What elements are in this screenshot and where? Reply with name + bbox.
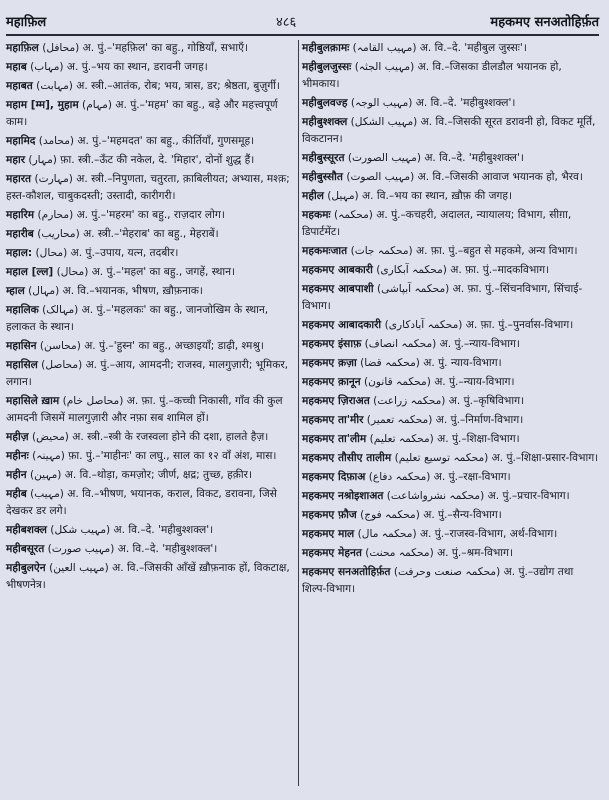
dictionary-entry [6,207,296,224]
headword: महकमए माल [302,528,355,540]
definition: (محکمہ تعمیر) अ. पुं.–निर्माण-विभाग। [366,414,524,426]
header-first-word: महाफ़िल [6,15,47,30]
headword: महकमए ता'लीम [302,433,367,445]
dictionary-entry [302,545,600,562]
definition: (محکمہ دفاع) अ. पुं.–रक्षा-विभाग। [368,471,511,483]
dictionary-entry [302,374,600,391]
dictionary-entry [6,448,296,465]
dictionary-entry [302,469,600,486]
definition: (مہیب الوجہ) अ. वि.–दे. 'महीबुश्शक्ल'। [350,97,516,109]
definition: (محکمہ زراعت) अ. पुं.–कृषिविभाग। [373,395,525,407]
headword: महीबशक्ल [6,524,47,536]
headword: महार [6,154,26,166]
headword: महालिक [6,304,39,316]
definition: (مہیب) अ. वि.–भीषण, भयानक, कराल, विकट, डरावना, जिसे देखकर डर लगे। [6,488,277,517]
definition: (محافل) अ. पुं.–'महफ़िल' का बहु., गोष्ठियाँ, सभाएँ। [42,42,248,54]
headword: महामिद [6,135,36,147]
dictionary-entry [6,152,296,169]
definition: (مہال) अ. वि.–भयानक, भीषण, ख़ौफ़नाक। [28,285,203,297]
definition: (مہیل) अ. वि.–भय का स्थान, ख़ौफ़ की जगह। [327,190,513,202]
definition: (مہینہ) फ़ा. पुं.–'माहीनः' का लघु., साल का १२ वाँ अंश, मास। [32,450,277,462]
headword: महकमए मेहनत [302,547,362,559]
headword: महीज़ [6,431,29,443]
dictionary-entry [302,262,600,279]
headword: महीबसूरत [6,543,45,555]
headword: महकमए क़ज़ा [302,357,357,369]
headword: महीबुस्सूरत [302,152,345,164]
definition: (محکمہ) अ. पुं.–कचहरी, अदालत, न्यायालय; विभाग, सीग़ा, डिपार्टमेंट। [302,209,572,238]
dictionary-entry [6,393,296,427]
dictionary-entry [6,486,296,520]
headword: महीनः [6,450,29,462]
definition: (محکمہ توسیع تعلیم) अ. पुं.–शिक्षा-प्रसार-विभाग। [394,452,599,464]
headword: महीबुलजुस्सः [302,61,352,73]
headword: महकमः [302,209,331,221]
definition: (مہارت) अ. स्त्री.–निपुणता, चतुरता, क़ाबिलीयत; अभ्यास, मश्क़; हस्त-कौशल, चाबुकदस्ती; उस्तादी, कारीगरी। [6,173,290,202]
dictionary-entry [6,97,296,131]
headword: महकमए दिफ़ाअ [302,471,366,483]
dictionary-entry [302,393,600,410]
definition: (محکمہ صنعت وحرفت) अ. पुं.–उद्योग तथा शिल्प-विभाग। [302,566,574,595]
definition: (مہیب القامہ) अ. वि.–दे. 'महीबुल जुस्सः'। [352,42,527,54]
definition: (مہیب العین) अ. वि.–जिसकी आँखें ख़ौफ़नाक हों, विकटाक्ष, भीषणनेत्र। [6,562,290,591]
dictionary-entry [6,59,296,76]
headword: महीबुश्शक्ल [302,116,348,128]
dictionary-entry [302,488,600,505]
dictionary-entry [302,431,600,448]
dictionary-entry [302,207,600,241]
definition: (محاریب) अ. स्त्री.–'मेहराब' का बहु., मेहराबें। [37,228,219,240]
dictionary-entry [6,302,296,336]
headword: महाल [ल्ल] [6,266,54,278]
dictionary-entry [6,226,296,243]
definition: (مہیب الصوت) अ. वि.–जिसकी आवाज भयानक हो, भैरव। [346,171,583,183]
headword: महीब [6,488,27,500]
headword: महकमए फ़ौज [302,509,357,521]
definition: (محکمہ جات) अ. फ़ा. पुं.–बहुत से महकमे, अन्य विभाग। [350,245,578,257]
dictionary-entry [6,78,296,95]
definition: (محاصل) अ. पुं.–आय, आमदनी; राजस्व, मालगुज़ारी; भूमिकर, लगान। [6,359,289,388]
dictionary-entry [302,40,600,57]
dictionary-entry [6,171,296,205]
right-column [302,40,600,792]
headword: महासिन [6,340,37,352]
headword: महाबत [6,80,33,92]
definition: (مہیب شکل) अ. वि.–दे. 'महीबुश्शक्ल'। [50,524,214,536]
definition: (محارم) अ. पुं.–'महरम' का बहु., राज़दार लोग। [37,209,225,221]
dictionary-entry [6,264,296,281]
dictionary-entry [302,114,600,148]
dictionary-entry [6,338,296,355]
headword: महकमःजात [302,245,348,257]
dictionary-entry [6,283,296,300]
column-divider [298,40,299,786]
definition: (محاصل خام) अ. फ़ा. पुं.–कच्ची निकासी, गाँव की कुल आमदनी जिसमें मालगुज़ारी और नफ़ा सब शामिल हों। [6,395,283,424]
dictionary-entry [6,245,296,262]
dictionary-entry [6,429,296,446]
headword: महीन [6,469,27,481]
dictionary-entry [6,560,296,594]
dictionary-entry [302,150,600,167]
headword: महकमए आबादकारी [302,319,382,331]
headword: महकमए आबकारी [302,264,373,276]
definition: (محیض) अ. स्त्री.–स्त्री के रजस्वला होने की दशा, हालते हैज़। [31,431,269,443]
dictionary-entry [302,507,600,524]
definition: (مہیب الجثہ) अ. वि.–जिसका डीलडौल भयानक हो, भीमकाय। [302,61,562,90]
dictionary-entry [302,412,600,429]
headword: म्हाल [6,285,25,297]
dictionary-entry [302,317,600,334]
headword: महकमए इंसाफ़ [302,338,362,350]
headword: महीबुलक़ामः [302,42,350,54]
headword: महाम [म्म], मुहाम [6,99,79,111]
dictionary-entry [302,355,600,372]
headword: महकमए नश्रोइशाअत [302,490,384,502]
dictionary-entry [6,467,296,484]
headword: महाब [6,61,27,73]
dictionary-entry [302,281,600,315]
dictionary-entry [302,564,600,598]
definition: (محکمہ فوج) अ. पुं.–सैन्य-विभाग। [360,509,502,521]
definition: (مہاب) अ. पुं.–भय का स्थान, डरावनी जगह। [30,61,208,73]
headword: महकमए ता'मीर [302,414,364,426]
left-column [6,40,296,792]
headword: महारीब [6,228,34,240]
dictionary-entry [302,188,600,205]
headword: महकमए सनअतोहिर्फ़त [302,566,391,578]
dictionary-entry [302,59,600,93]
dictionary-entry [302,169,600,186]
headword: महारिम [6,209,35,221]
definition: (مہیب صورت) अ. वि.–दे. 'महीबुश्शक्ल'। [47,543,218,555]
definition: (محکمہ انصاف) अ. पुं.–न्याय-विभाग। [364,338,520,350]
definition: (مہین) अ. वि.–थोड़ा, कमज़ोर; जीर्ण, क्षद्र; तुच्छ, हक़ीर। [29,469,253,481]
definition: (مہالک) अ. पुं.–'महलकः' का बहु., जानजोखिम के स्थान, हलाकत के स्थान। [6,304,269,333]
headword: महासिल [6,359,38,371]
dictionary-entry [302,243,600,260]
headword: महीबुलवज्ह [302,97,348,109]
headword: महकमए आबपाशी [302,283,374,295]
definition: (محال) अ. पुं.–'महल' का बहु., जगहें, स्थान। [56,266,236,278]
definition: (محال) अ. पुं.–उपाय, यत्न, तदबीर। [35,247,179,259]
definition: (محکمہ قضا) अ. पुं. न्याय-विभाग। [360,357,502,369]
headword: महासिले ख़ाम [6,395,60,407]
dictionary-entry [302,95,600,112]
definition: (محکمہ تعلیم) अ. पुं.–शिक्षा-विभाग। [369,433,520,445]
definition: (محکمہ مال) अ. पुं.–राजस्व-विभाग, अर्थ-विभाग। [357,528,558,540]
page-header [6,8,599,36]
dictionary-entry [6,541,296,558]
dictionary-entry [6,40,296,57]
dictionary-entry [6,522,296,539]
definition: (مہام) अ. पुं.–'महम' का बहु., बड़े और महत्त्वपूर्ण काम। [6,99,278,128]
definition: (محکمہ آبکاری) अ. फ़ा. पुं.–मादकविभाग। [376,264,550,276]
definition: (محکمہ آبادکاری) अ. फ़ा. पुं.–पुनर्वास-विभाग। [384,319,574,331]
headword: महकमए ज़िराअत [302,395,370,407]
page-number: ४८६ [276,15,297,30]
definition: (محکمہ محنت) अ. पुं.–श्रम-विभाग। [365,547,514,559]
headword: महारत [6,173,32,185]
headword: महाफ़िल [6,42,39,54]
definition: (مہار) फ़ा. स्त्री.–ऊँट की नकेल, दे. 'मिहार', दोनों शुद्ध हैं। [28,154,255,166]
headword: महील [302,190,324,202]
dictionary-entry [6,133,296,150]
definition: (مہیب الشکل) अ. वि.–जिसकी सूरत डरावनी हो, विकट मूर्ति, विकटानन। [302,116,596,145]
definition: (مہابت) अ. स्त्री.–आतंक, रोब; भय, त्रास, डर; श्रेष्ठता, बुज़ुर्गी। [36,80,280,92]
definition: (محکمہ آبپاشی) अ. फ़ा. पुं.–सिंचनविभाग, सिंचाई-विभाग। [302,283,583,312]
dictionary-entry [6,357,296,391]
headword: महीबुलऐन [6,562,46,574]
header-last-word: महकमए सनअतोहिर्फ़त [490,15,599,30]
definition: (مہیب الصورت) अ. वि.–दे. 'महीबुश्शक्ल'। [347,152,524,164]
headword: महकमए तौसीए तालीम [302,452,392,464]
definition: (محاسن) अ. पुं.–'हुस्न' का बहु., अच्छाइयाँ; डाढ़ी, श्मश्रु। [39,340,264,352]
dictionary-entry [302,450,600,467]
headword: महाल: [6,247,33,259]
headword: महकमए क़ानून [302,376,361,388]
definition: (محکمہ نشرواشاعت) अ. पुं.–प्रचार-विभाग। [386,490,570,502]
dictionary-entry [302,526,600,543]
definition: (محامد) अ. पुं.–'महमदत' का बहु., कीर्तियाँ, गुणसमूह। [38,135,255,147]
headword: महीबुस्सौत [302,171,343,183]
definition: (محکمہ قانون) अ. पुं.–न्याय-विभाग। [364,376,515,388]
dictionary-entry [302,336,600,353]
